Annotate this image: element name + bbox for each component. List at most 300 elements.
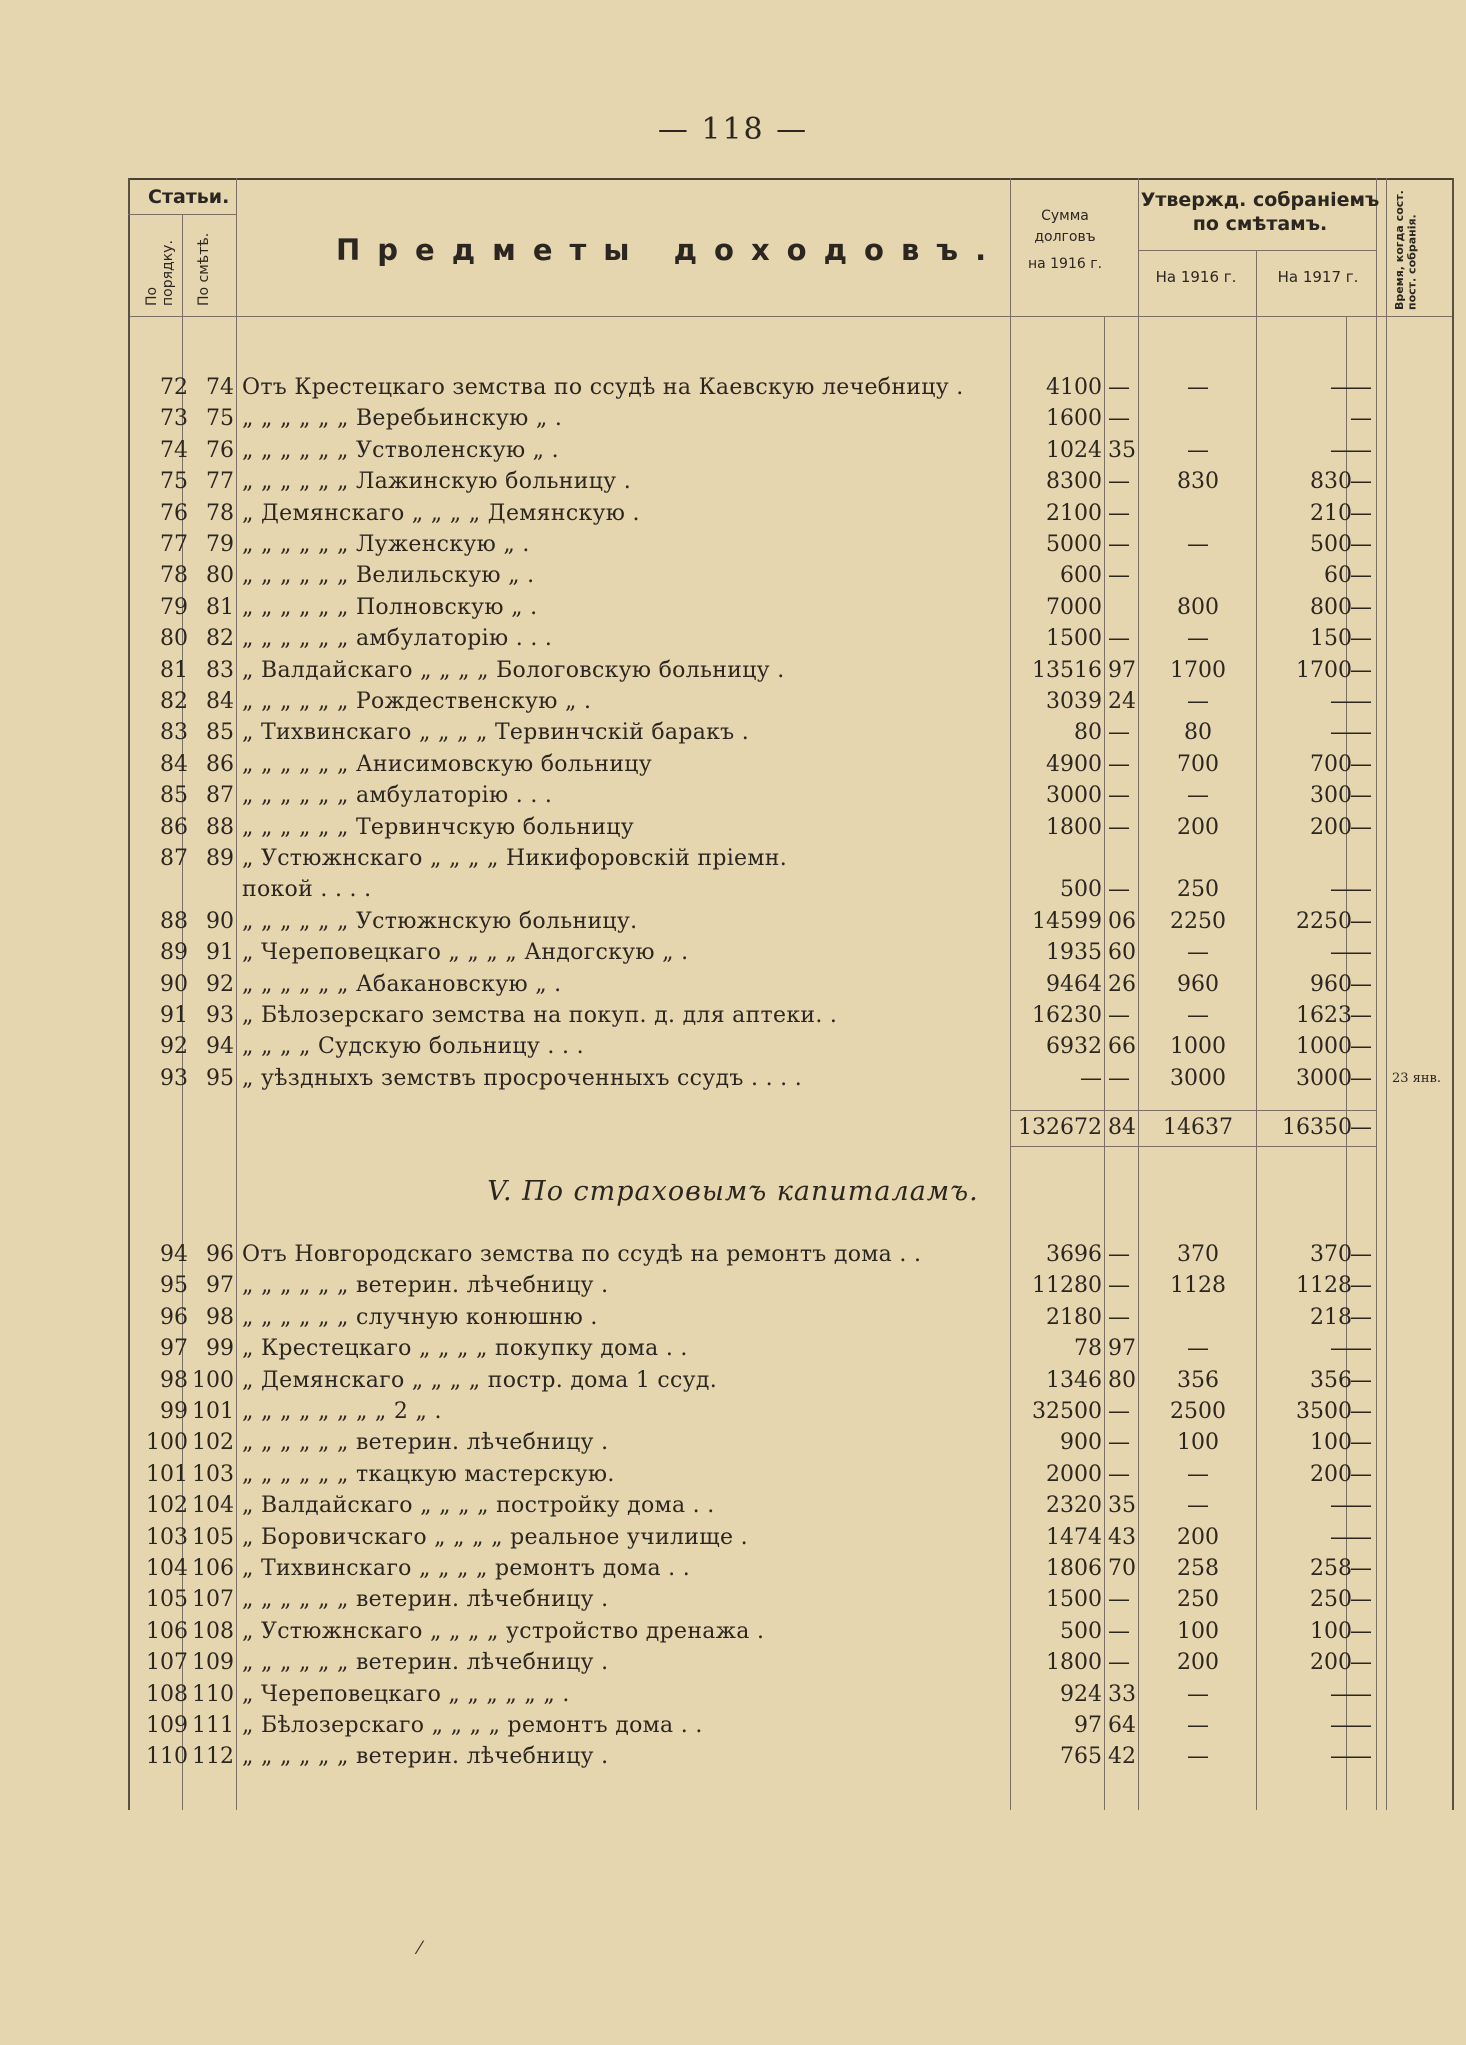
approved-1917: 1128 <box>1296 1273 1352 1299</box>
row-number: 104 <box>146 1556 188 1581</box>
debt-rubles: 3039 <box>1046 689 1102 714</box>
approved-1917: 2250 <box>1296 908 1352 934</box>
kopecks-dash: — <box>1350 1556 1372 1581</box>
estimate-number: 94 <box>206 1034 234 1060</box>
kopecks-dash: — <box>1350 406 1372 432</box>
row-number: 97 <box>160 1336 188 1362</box>
stati-subrule <box>128 214 236 215</box>
table-row <box>0 1710 1466 1742</box>
table-row <box>0 623 1466 655</box>
row-description: „ „ „ „ „ „ ветерин. лѣчебницу . <box>242 1430 609 1456</box>
approved-1916: — <box>1187 689 1209 714</box>
debt-kopecks: 80 <box>1108 1367 1136 1393</box>
row-number: 86 <box>160 814 188 840</box>
row-number: 99 <box>160 1399 188 1424</box>
approved-1917: 1000 <box>1296 1034 1352 1060</box>
approved-1917: 250 <box>1310 1587 1352 1613</box>
row-description: „ „ „ „ „ „ ветерин. лѣчебницу . <box>242 1650 609 1676</box>
row-number: 92 <box>160 1034 188 1060</box>
estimate-number: 80 <box>206 563 234 589</box>
row-description: „ Тихвинскаго „ „ „ „ Тервинчскій баракъ . <box>242 720 750 746</box>
row-number: 78 <box>160 563 188 589</box>
approved-1917: 218 <box>1310 1304 1352 1330</box>
row-description: „ „ „ „ „ „ ветерин. лѣчебницу . <box>242 1587 609 1613</box>
approved-1916: 100 <box>1177 1618 1219 1644</box>
kopecks-dash: — <box>1350 594 1372 620</box>
row-number: 73 <box>160 406 188 432</box>
estimate-number: 74 <box>206 375 234 400</box>
debt-kopecks: — <box>1108 563 1130 589</box>
kopecks-dash: — <box>1350 1367 1372 1393</box>
header-summa <box>1013 206 1117 275</box>
row-description: „ Бѣлозерскаго земства на покуп. д. для аптеки. . <box>242 1003 838 1028</box>
approved-1917: — <box>1330 1681 1352 1707</box>
row-number: 102 <box>146 1493 188 1519</box>
kopecks-dash: — <box>1350 1242 1372 1267</box>
estimate-number: 87 <box>206 783 234 809</box>
estimate-number: 83 <box>206 657 234 683</box>
table-row <box>0 435 1466 467</box>
row-description: „ „ „ „ „ „ Лажинскую больницу . <box>242 469 631 495</box>
debt-rubles: 6932 <box>1046 1034 1102 1060</box>
header-po-poryadku: По порядку. <box>144 240 177 306</box>
debt-kopecks: — <box>1108 1003 1130 1028</box>
table-row <box>0 969 1466 1001</box>
row-description: „ Демянскаго „ „ „ „ Демянскую . <box>242 500 640 526</box>
row-number: 72 <box>160 375 188 400</box>
approved-1916: 1000 <box>1170 1034 1226 1060</box>
debt-kopecks: 60 <box>1108 940 1136 966</box>
total-bottom-rule <box>1010 1146 1376 1147</box>
table-row <box>0 749 1466 781</box>
total-dash: — <box>1350 1115 1372 1140</box>
approved-1917: — <box>1330 1336 1352 1362</box>
kopecks-dash: — <box>1350 1336 1372 1362</box>
approved-1917: 1623 <box>1296 1003 1352 1028</box>
approved-1916: — <box>1187 375 1209 400</box>
approved-1917: — <box>1330 877 1352 903</box>
table-row <box>0 1522 1466 1554</box>
row-description: „ „ „ „ „ „ амбулаторію . . . <box>242 626 553 652</box>
table-row <box>0 1000 1466 1032</box>
table-row <box>0 655 1466 687</box>
kopecks-dash: — <box>1350 1587 1372 1613</box>
approved-1916: 370 <box>1177 1242 1219 1267</box>
approved-1916: 1128 <box>1170 1273 1226 1299</box>
estimate-number: 101 <box>192 1399 234 1424</box>
row-description: „ „ „ „ „ „ Анисимовскую больницу <box>242 751 652 777</box>
estimate-number: 77 <box>206 469 234 495</box>
debt-rubles: 2000 <box>1046 1461 1102 1487</box>
debt-rubles: 600 <box>1060 563 1102 589</box>
row-number: 75 <box>160 469 188 495</box>
estimate-number: 110 <box>192 1681 234 1707</box>
estimate-number: 95 <box>206 1065 234 1091</box>
table-row <box>0 1396 1466 1428</box>
estimate-number: 97 <box>206 1273 234 1299</box>
estimate-number: 107 <box>192 1587 234 1613</box>
row-description: „ „ „ „ „ „ Велильскую „ . <box>242 563 535 589</box>
debt-kopecks: 06 <box>1108 908 1136 934</box>
row-number: 90 <box>160 971 188 997</box>
row-description: „ „ „ „ „ „ амбулаторію . . . <box>242 783 553 809</box>
table-row <box>0 1553 1466 1585</box>
table-row <box>0 843 1466 875</box>
debt-kopecks: — <box>1108 1273 1130 1299</box>
approved-1917: 3000 <box>1296 1065 1352 1091</box>
row-number: 74 <box>160 437 188 463</box>
kopecks-dash: — <box>1350 1065 1372 1091</box>
table-top-rule <box>128 178 1454 180</box>
estimate-number: 84 <box>206 689 234 714</box>
debt-rubles: 900 <box>1060 1430 1102 1456</box>
row-number: 85 <box>160 783 188 809</box>
debt-kopecks: 70 <box>1108 1556 1136 1581</box>
row-number: 89 <box>160 940 188 966</box>
debt-rubles: 5000 <box>1046 532 1102 557</box>
estimate-number: 93 <box>206 1003 234 1028</box>
debt-rubles: 1346 <box>1046 1367 1102 1393</box>
debt-rubles: 1600 <box>1046 406 1102 432</box>
debt-kopecks: — <box>1108 877 1130 903</box>
row-description: „ „ „ „ „ „ Веребьинскую „ . <box>242 406 563 432</box>
debt-rubles: 765 <box>1060 1744 1102 1770</box>
table-row <box>0 937 1466 969</box>
approved-1917: 830 <box>1310 469 1352 495</box>
debt-rubles: 3696 <box>1046 1242 1102 1267</box>
debt-rubles: 97 <box>1074 1713 1102 1738</box>
debt-rubles: 2320 <box>1046 1493 1102 1519</box>
row-description: „ „ „ „ „ „ Полновскую „ . <box>242 594 538 620</box>
pencil-mark: ⁄ <box>418 1938 422 1959</box>
row-number: 96 <box>160 1304 188 1330</box>
row-description: „ „ „ „ „ „ „ „ 2 „ . <box>242 1399 442 1424</box>
table-row <box>0 1490 1466 1522</box>
approved-1916: — <box>1187 1713 1209 1738</box>
approved-1917: 3500 <box>1296 1399 1352 1424</box>
row-number: 106 <box>146 1618 188 1644</box>
debt-rubles: 4900 <box>1046 751 1102 777</box>
table-row <box>0 560 1466 592</box>
debt-kopecks: 97 <box>1108 657 1136 683</box>
approved-1916: 258 <box>1177 1556 1219 1581</box>
debt-rubles: 1806 <box>1046 1556 1102 1581</box>
row-number: 94 <box>160 1242 188 1267</box>
row-description: „ „ „ „ „ „ ветерин. лѣчебницу . <box>242 1744 609 1770</box>
total-1916: 14637 <box>1163 1115 1233 1140</box>
debt-rubles: 2100 <box>1046 500 1102 526</box>
approved-1916: — <box>1187 1461 1209 1487</box>
approved-1917: 1700 <box>1296 657 1352 683</box>
section-title: V. По страховымъ капиталамъ. <box>487 1176 979 1207</box>
row-description: „ Череповецкаго „ „ „ „ Андогскую „ . <box>242 940 689 966</box>
table-row <box>0 780 1466 812</box>
table-row <box>0 466 1466 498</box>
approved-1916: 1700 <box>1170 657 1226 683</box>
table-row <box>0 1616 1466 1648</box>
table-row <box>0 1063 1466 1095</box>
debt-kopecks: — <box>1108 814 1130 840</box>
row-description: Отъ Новгородскаго земства по ссудѣ на ремонтъ дома . . <box>242 1242 922 1267</box>
debt-kopecks: 35 <box>1108 437 1136 463</box>
estimate-number: 90 <box>206 908 234 934</box>
approved-1916: — <box>1187 1336 1209 1362</box>
kopecks-dash: — <box>1350 1650 1372 1676</box>
debt-rubles: 9464 <box>1046 971 1102 997</box>
row-number: 76 <box>160 500 188 526</box>
row-description: „ „ „ „ „ „ Луженскую „ . <box>242 532 530 557</box>
approved-1916: 2500 <box>1170 1399 1226 1424</box>
row-number: 84 <box>160 751 188 777</box>
approved-1917: 960 <box>1310 971 1352 997</box>
approved-1917: 500 <box>1310 532 1352 557</box>
header-approved: Утвержд. собраніемъ по смѣтамъ. <box>1140 189 1380 235</box>
approved-1916: 200 <box>1177 1524 1219 1550</box>
header-year-1916: На 1916 г. <box>1155 268 1237 286</box>
row-description: „ Боровичскаго „ „ „ „ реальное училище . <box>242 1524 748 1550</box>
estimate-number: 91 <box>206 940 234 966</box>
approved-1916: — <box>1187 1493 1209 1519</box>
debt-kopecks: 33 <box>1108 1681 1136 1707</box>
row-description: „ Валдайскаго „ „ „ „ постройку дома . . <box>242 1493 715 1519</box>
kopecks-dash: — <box>1350 375 1372 400</box>
header-po-smete: По смѣтѣ. <box>196 232 212 306</box>
row-description: „ Крестецкаго „ „ „ „ покупку дома . . <box>242 1336 688 1362</box>
debt-rubles: 2180 <box>1046 1304 1102 1330</box>
approved-1916: — <box>1187 1744 1209 1770</box>
table-row <box>0 372 1466 404</box>
kopecks-dash: — <box>1350 1399 1372 1424</box>
table-row <box>0 529 1466 561</box>
debt-kopecks: — <box>1108 1587 1130 1613</box>
approved-1917: 700 <box>1310 751 1352 777</box>
debt-rubles: 1935 <box>1046 940 1102 966</box>
approved-1917: — <box>1330 1493 1352 1519</box>
estimate-number: 85 <box>206 720 234 746</box>
row-number: 105 <box>146 1587 188 1613</box>
kopecks-dash: — <box>1350 532 1372 557</box>
table-row <box>0 717 1466 749</box>
debt-kopecks: 35 <box>1108 1493 1136 1519</box>
debt-rubles: 1500 <box>1046 1587 1102 1613</box>
kopecks-dash: — <box>1350 1034 1372 1060</box>
debt-rubles: 16230 <box>1032 1003 1102 1028</box>
table-row <box>0 1741 1466 1773</box>
estimate-number: 76 <box>206 437 234 463</box>
table-row <box>0 874 1466 906</box>
approved-1916: 830 <box>1177 469 1219 495</box>
table-row <box>0 1333 1466 1365</box>
approved-1916: 100 <box>1177 1430 1219 1456</box>
row-number: 103 <box>146 1524 188 1550</box>
approved-1916: 700 <box>1177 751 1219 777</box>
debt-kopecks: — <box>1108 1399 1130 1424</box>
approved-1917: 200 <box>1310 1461 1352 1487</box>
debt-kopecks: — <box>1108 1304 1130 1330</box>
estimate-number: 108 <box>192 1618 234 1644</box>
row-number: 80 <box>160 626 188 652</box>
row-number: 77 <box>160 532 188 557</box>
kopecks-dash: — <box>1350 783 1372 809</box>
header-title: Предметы доходовъ. <box>336 233 1004 267</box>
debt-kopecks: — <box>1108 720 1130 746</box>
row-number: 98 <box>160 1367 188 1393</box>
kopecks-dash: — <box>1350 1713 1372 1738</box>
table-row <box>0 686 1466 718</box>
kopecks-dash: — <box>1350 1430 1372 1456</box>
approved-1917: — <box>1330 1744 1352 1770</box>
kopecks-dash: — <box>1350 940 1372 966</box>
approved-1917: 150 <box>1310 626 1352 652</box>
debt-kopecks: — <box>1108 1618 1130 1644</box>
approved-1916: 800 <box>1177 594 1219 620</box>
debt-rubles: 924 <box>1060 1681 1102 1707</box>
header-time: Время, когда сост. пост. собранія. <box>1393 190 1419 310</box>
total-row <box>0 1112 1466 1144</box>
row-number: 91 <box>160 1003 188 1028</box>
approved-1917: — <box>1330 689 1352 714</box>
debt-kopecks: — <box>1108 500 1130 526</box>
row-description: „ „ „ „ „ „ Тервинчскую больницу <box>242 814 634 840</box>
row-description: „ „ „ „ „ „ Устюжнскую больницу. <box>242 908 638 934</box>
approved-1917: — <box>1330 437 1352 463</box>
kopecks-dash: — <box>1350 908 1372 934</box>
table-row <box>0 1270 1466 1302</box>
table-row <box>0 1031 1466 1063</box>
row-description: „ „ „ „ Судскую больницу . . . <box>242 1034 584 1060</box>
table-row <box>0 812 1466 844</box>
approved-1917: 100 <box>1310 1618 1352 1644</box>
approved-subrule <box>1138 250 1376 251</box>
approved-1917: 60 <box>1324 563 1352 589</box>
approved-1917: 370 <box>1310 1242 1352 1267</box>
debt-kopecks: — <box>1108 1461 1130 1487</box>
kopecks-dash: — <box>1350 971 1372 997</box>
kopecks-dash: — <box>1350 1304 1372 1330</box>
row-description: „ „ „ „ „ „ Рождественскую „ . <box>242 689 592 714</box>
row-description: „ „ „ „ „ „ ткацкую мастерскую. <box>242 1461 615 1487</box>
approved-1917: 258 <box>1310 1556 1352 1581</box>
kopecks-dash: — <box>1350 1273 1372 1299</box>
debt-rubles: 7000 <box>1046 594 1102 620</box>
approved-1917: 200 <box>1310 814 1352 840</box>
approved-1917: 800 <box>1310 594 1352 620</box>
approved-1916: 2250 <box>1170 908 1226 934</box>
debt-kopecks: — <box>1108 1065 1130 1091</box>
approved-1917: 200 <box>1310 1650 1352 1676</box>
row-number: 79 <box>160 594 188 620</box>
estimate-number: 89 <box>206 846 234 871</box>
estimate-number: 111 <box>192 1713 234 1738</box>
row-description: покой . . . . <box>242 877 372 903</box>
debt-rubles: 1474 <box>1046 1524 1102 1550</box>
row-description: „ Череповецкаго „ „ „ „ „ „ . <box>242 1681 570 1707</box>
approved-1916: — <box>1187 437 1209 463</box>
debt-rubles: 1800 <box>1046 1650 1102 1676</box>
debt-kopecks: 97 <box>1108 1336 1136 1362</box>
table-row <box>0 1365 1466 1397</box>
debt-rubles: 78 <box>1074 1336 1102 1362</box>
row-description: Отъ Крестецкаго земства по ссудѣ на Каевскую лечебницу . <box>242 375 964 400</box>
row-number: 87 <box>160 846 188 871</box>
row-number: 83 <box>160 720 188 746</box>
kopecks-dash: — <box>1350 814 1372 840</box>
row-description: „ Демянскаго „ „ „ „ постр. дома 1 ссуд. <box>242 1367 718 1393</box>
approved-1916: 250 <box>1177 877 1219 903</box>
debt-rubles: 4100 <box>1046 375 1102 400</box>
header-summa-line1: Сумма <box>1041 208 1089 224</box>
row-number: 110 <box>146 1744 188 1770</box>
kopecks-dash: — <box>1350 500 1372 526</box>
debt-kopecks: — <box>1108 375 1130 400</box>
debt-rubles: 500 <box>1060 877 1102 903</box>
row-number: 95 <box>160 1273 188 1299</box>
row-number: 101 <box>146 1461 188 1487</box>
estimate-number: 109 <box>192 1650 234 1676</box>
debt-kopecks: — <box>1108 783 1130 809</box>
table-row <box>0 1302 1466 1334</box>
estimate-number: 103 <box>192 1461 234 1487</box>
kopecks-dash: — <box>1350 1744 1372 1770</box>
debt-rubles: 13516 <box>1032 657 1102 683</box>
table-row <box>0 1459 1466 1491</box>
table-row <box>0 592 1466 624</box>
table-row <box>0 498 1466 530</box>
approved-1916: 200 <box>1177 1650 1219 1676</box>
row-number: 82 <box>160 689 188 714</box>
table-row <box>0 1679 1466 1711</box>
estimate-number: 104 <box>192 1493 234 1519</box>
table-row <box>0 403 1466 435</box>
table-row <box>0 1647 1466 1679</box>
debt-rubles: 32500 <box>1032 1399 1102 1424</box>
table-row <box>0 906 1466 938</box>
table-row <box>0 1239 1466 1271</box>
estimate-number: 88 <box>206 814 234 840</box>
estimate-number: 78 <box>206 500 234 526</box>
estimate-number: 81 <box>206 594 234 620</box>
header-year-1917: На 1917 г. <box>1277 268 1359 286</box>
kopecks-dash: — <box>1350 626 1372 652</box>
approved-1916: 3000 <box>1170 1065 1226 1091</box>
estimate-number: 106 <box>192 1556 234 1581</box>
estimate-number: 105 <box>192 1524 234 1550</box>
row-description: „ Устюжнскаго „ „ „ „ Никифоровскій пріемн. <box>242 846 788 871</box>
row-description: „ Устюжнскаго „ „ „ „ устройство дренажа . <box>242 1618 765 1644</box>
approved-1916: — <box>1187 1681 1209 1707</box>
table-row <box>0 1427 1466 1459</box>
row-number: 100 <box>146 1430 188 1456</box>
page-number: — 118 — <box>657 112 809 147</box>
approved-1916: 80 <box>1184 720 1212 746</box>
row-description: „ „ „ „ „ „ случную конюшню . <box>242 1304 598 1330</box>
total-top-rule <box>1010 1110 1376 1111</box>
row-number: 109 <box>146 1713 188 1738</box>
debt-rubles: 500 <box>1060 1618 1102 1644</box>
debt-rubles: 14599 <box>1032 908 1102 934</box>
approved-1917: 100 <box>1310 1430 1352 1456</box>
debt-kopecks: 42 <box>1108 1744 1136 1770</box>
row-number: 108 <box>146 1681 188 1707</box>
row-description: „ уѣздныхъ земствъ просроченныхъ ссудъ . . . . <box>242 1065 803 1091</box>
debt-rubles: 8300 <box>1046 469 1102 495</box>
debt-rubles: 1500 <box>1046 626 1102 652</box>
approved-1917: — <box>1330 1524 1352 1550</box>
debt-kopecks: — <box>1108 469 1130 495</box>
table-row <box>0 1584 1466 1616</box>
approved-1916: — <box>1187 1003 1209 1028</box>
approved-1916: — <box>1187 626 1209 652</box>
